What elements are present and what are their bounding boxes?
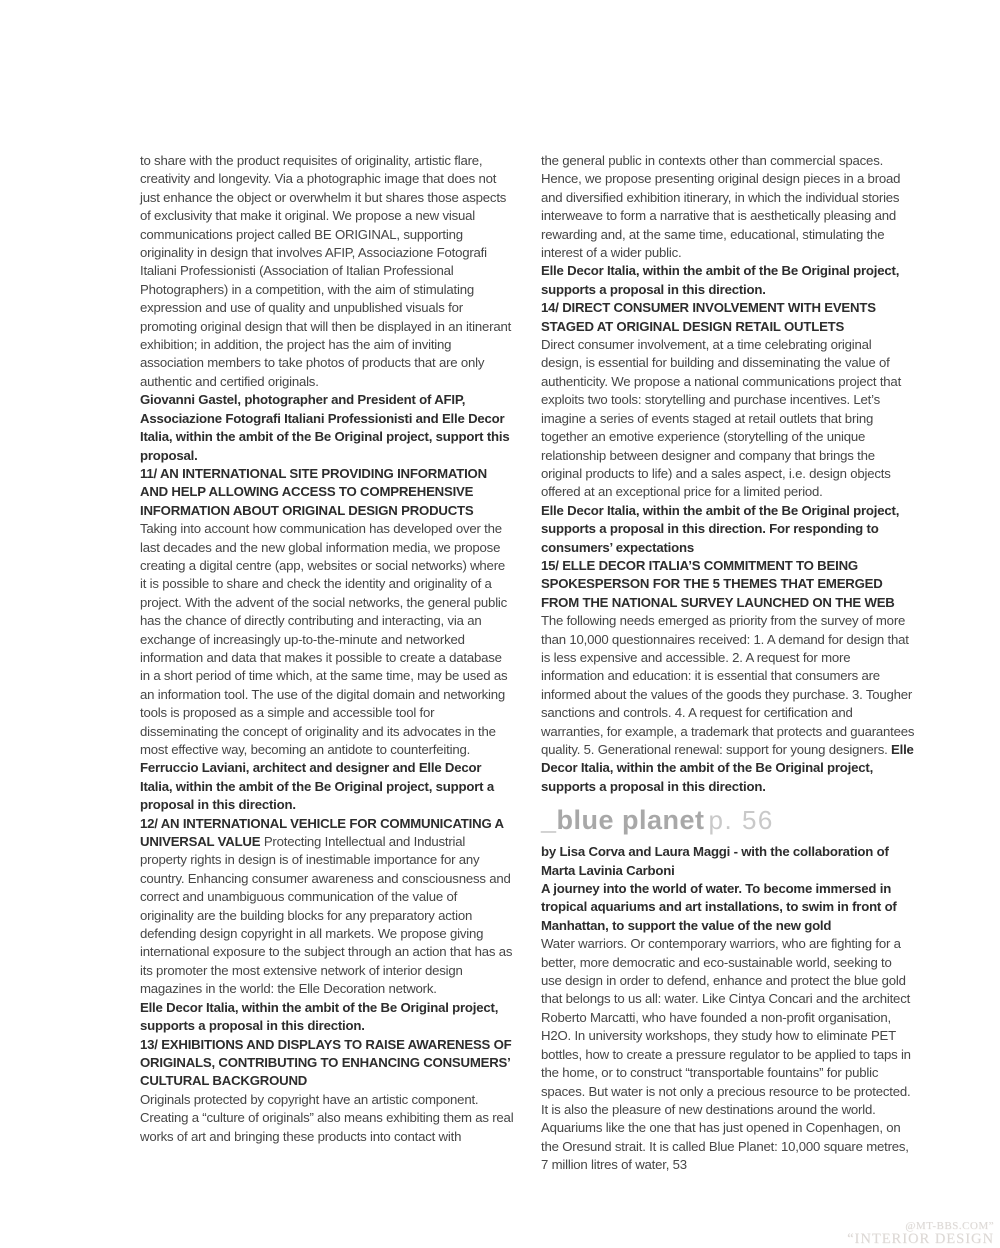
section-11-heading [140,465,514,520]
section-15 [541,557,915,796]
text-run: to share with the product requisites of originality, artistic flare, creativity and longevity. Via a photographic image that does not just enhance the object or overwhelm it but shares those aspects of exclusivity that make it original. We propose a new visual communications project called BE ORIGINAL, supporting originality in design that involves AFIP, Associazione Fotografi Italiani Professionisti (Association of Italian Professional Photographers) in a competition, with the aim of stimulating expression and use of quality and unpublished visuals for promoting original design that will then be displayed in an itinerant exhibition; in addition, the project has the aim of inviting association members to take photos of products that are only authentic and certified originals. [140,153,512,389]
section-13-heading [140,1036,514,1091]
bold-text-run: 11/ AN INTERNATIONAL SITE PROVIDING INFORMATION AND HELP ALLOWING ACCESS TO COMPREHENSIVE INFORMATION ABOUT ORIGINAL DESIGN PRODUCTS [140,465,487,518]
right-column [541,152,915,1175]
watermark-line-1: @MT-BBS.COM” [905,1220,994,1232]
bold-text-run: Elle Decor Italia, within the ambit of the Be Original project, supports a proposal in this direction. [140,999,499,1034]
watermark-line-2: “INTERIOR DESIGN [847,1231,994,1247]
bold-text-run: A journey into the world of water. To become immersed in tropical aquariums and art installations, to swim in front of Manhattan, to support the value of the new gold [541,881,897,933]
section-12 [140,815,514,999]
section-13-body-continuation [541,152,915,262]
bold-text-run: by Lisa Corva and Laura Maggi - with the collaboration of Marta Lavinia Carboni [541,844,889,878]
blue-planet-byline [541,843,915,880]
left-column [140,152,514,1146]
endorsement-elle-decor-13 [541,262,915,299]
intro-continuation-paragraph [140,152,514,391]
bold-text-run: 13/ EXHIBITIONS AND DISPLAYS TO RAISE AWARENESS OF ORIGINALS, CONTRIBUTING TO ENHANCING CONSUMERS’ CULTURAL BACKGROUND [140,1036,512,1089]
text-run: Water warriors. Or contemporary warriors, who are fighting for a better, more democratic and eco-sustainable world, seeking to use design in order to defend, enhance and protect the blue gold that belongs to us all: water. Like Cintya Concari and the architect Roberto Marcatti, who have founded a non-profit organisation, H2O. In university workshops, they study how to eliminate PET bottles, how to create a pressure regulator to be applied to taps in the home, or to construct “transportable fountains” for public spaces. But water is not only a precious resource to be protected. It is also the pleasure of new destinations around the world. Aquariums like the one that has just opened in Copenhagen, on the Oresund strait. It is called Blue Planet: 10,000 square metres, 7 million litres of water, 53 [541,936,911,1173]
bold-text-run: 15/ ELLE DECOR ITALIA’S COMMITMENT TO BEING SPOKESPERSON FOR THE 5 THEMES THAT EMERGED FROM THE NATIONAL SURVEY LAUNCHED ON THE WEB [541,557,895,610]
text-run: Taking into account how communication has developed over the last decades and the new global information media, we propose creating a digital centre (app, websites or social networks) where it is possible to share and check the identity and originality of a project. With the advent of the social networks, the general public has the chance of directly contributing and interacting, via an exchange of increasingly up-to-the-minute and networked information and data that makes it possible to create a database in a short period of time which, at the same time, may be used as an information tool. The use of the digital domain and networking tools is proposed as a simple and accessible tool for disseminating the concept of originality and its advocates in the most effective way, becoming an antidote to counterfeiting. [140,521,508,757]
watermark [847,1220,994,1246]
blue-planet-heading [541,805,915,840]
bold-text-run: Ferruccio Laviani, architect and designer and Elle Decor Italia, within the ambit of the Be Original project, support a proposal in this direction. [140,760,494,813]
blue-planet-standfirst [541,880,915,935]
bold-text-run: 14/ DIRECT CONSUMER INVOLVEMENT WITH EVENTS STAGED AT ORIGINAL DESIGN RETAIL OUTLETS [541,300,876,334]
bold-text-run: Elle Decor Italia, within the ambit of the Be Original project, supports a proposal in this direction. [541,263,900,297]
bold-text-run: Giovanni Gastel, photographer and President of AFIP, Associazione Fotografi Italiani Professionisti and Elle Decor Italia, within the ambit of the Be Original project, support this proposal. [140,392,510,463]
section-14-body [541,336,915,502]
text-run: the general public in contexts other than commercial spaces. Hence, we propose presenting original design pieces in a broad and diversified exhibition itinerary, in which the individual stories interweave to form a narrative that is aesthetically pleasing and rewarding and, at the same time, educational, stimulating the interest of a wider public. [541,153,901,261]
text-run: The following needs emerged as priority from the survey of more than 10,000 questionnaires received: 1. A demand for design that is less expensive and accessible. 2. A request for more information and education: it is essential that consumers are informed about the values of the goods they purchase. 3. Tougher sanctions and controls. 4. A request for certification and warranties, for example, a trademark that protects and guarantees quality. 5. Generational renewal: support for young designers. [541,613,915,757]
section-11-body [140,520,514,759]
section-13-body [140,1091,514,1146]
endorsement-gastel [140,391,514,465]
blue-planet-body [541,935,915,1174]
text-run: Originals protected by copyright have an artistic component. Creating a “culture of originals” also means exhibiting them as real works of art and bringing these products into contact with [140,1091,514,1144]
bold-text-run: 12/ AN INTERNATIONAL VEHICLE FOR COMMUNICATING A UNIVERSAL VALUE [140,815,504,850]
feature-page-ref: p. 56 [708,805,774,836]
bold-text-run: Elle Decor Italia, within the ambit of the Be Original project, supports a proposal in this direction. For responding to consumers’ expectations [541,502,900,555]
endorsement-elle-decor-12 [140,999,514,1036]
endorsement-elle-decor-14 [541,502,915,557]
feature-title: _blue planet [541,805,705,836]
endorsement-laviani [140,759,514,814]
text-run: Direct consumer involvement, at a time celebrating original design, is essential for building and disseminating the value of authenticity. We propose a national communications project that exploits two tools: storytelling and purchase incentives. Let’s imagine a series of events staged at retail outlets that bring together an emotive experience (storytelling of the unique relationship between designer and company that brings the original products to life) and a sales aspect, i.e. design objects offered at an exceptional price for a limited period. [541,337,902,500]
text-run: Protecting Intellectual and Industrial property rights in design is of inestimable importance for any country. Enhancing consumer awareness and consciousness and correct and unambiguous communication of the value of originality are the building blocks for any preparatory action defending design copyright in all markets. We propose giving international exposure to the subject through an action that has as its promoter the most extensive network of interior design magazines in the world: the Elle Decoration network. [140,834,513,997]
bold-text-run: Elle Decor Italia, within the ambit of the Be Original project, supports a proposal in this direction. [541,742,914,794]
section-14-heading [541,299,915,336]
